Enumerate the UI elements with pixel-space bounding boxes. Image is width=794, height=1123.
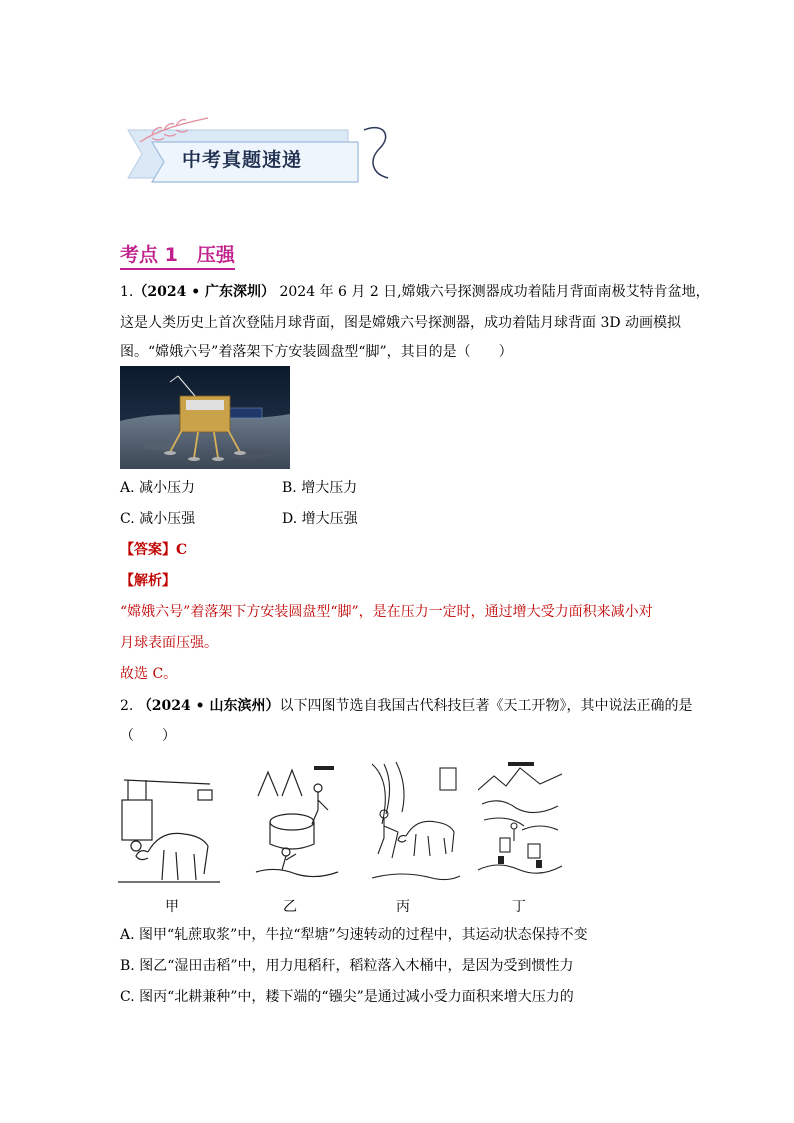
caption-yi: 乙 — [283, 899, 297, 915]
q1-option-a: A. 减小压力 — [120, 480, 196, 496]
q1-analysis-line1: “嫦娥六号”着落架下方安装圆盘型“脚”，是在压力一定时，通过增大受力面积来减小对 — [120, 604, 653, 620]
q2-option-b: B. 图乙“湿田击稻”中，用力甩稻秆，稻粒落入木桶中，是因为受到惯性力 — [120, 958, 574, 974]
q2-number: 2. — [120, 698, 134, 714]
q2-line1 — [120, 696, 692, 716]
q2-source: （2024 • 山东滨州） — [137, 698, 280, 714]
q2-option-c: C. 图丙“北耕兼种”中，耧下端的“镪尖”是通过减小受力面积来增大压力的 — [120, 989, 574, 1005]
caption-bing: 丙 — [396, 899, 410, 915]
q2-option-a: A. 图甲“轧蔗取浆”中，牛拉“犁塘”匀速转动的过程中，其运动状态保持不变 — [120, 927, 588, 943]
lander-photo — [120, 366, 290, 469]
q1-analysis-label: 【解析】 — [120, 573, 176, 589]
caption-jia: 甲 — [165, 899, 179, 915]
caption-ding: 丁 — [512, 899, 526, 915]
figure-bing — [370, 760, 462, 885]
figure-yi — [252, 760, 342, 885]
q1-text-2: 这是人类历史上首次登陆月球背面，图是嫦娥六号探测器，成功着陆月球背面 3D 动画模拟 — [120, 315, 682, 331]
q1-number: 1. — [120, 284, 134, 300]
figure-ding — [478, 760, 562, 885]
q1-analysis-line2: 月球表面压强。 — [120, 635, 218, 651]
q1-text-3: 图。“嫦娥六号”着落架下方安装圆盘型“脚”，其目的是（ ） — [120, 344, 513, 360]
section-title: 考点 1 压强 — [120, 240, 235, 270]
figure-jia — [118, 760, 220, 885]
q1-option-d: D. 增大压强 — [282, 511, 358, 527]
q1-conclusion: 故选 C。 — [120, 666, 178, 682]
q1-answer: 【答案】C — [120, 542, 188, 558]
q2-text-2: （ ） — [120, 728, 176, 744]
q2-text-1: 以下四图节选自我国古代科技巨著《天工开物》，其中说法正确的是 — [279, 698, 693, 714]
q1-line1 — [120, 282, 710, 302]
q1-source: （2024 • 广东深圳） — [133, 284, 276, 300]
q1-option-b: B. 增大压力 — [282, 480, 358, 496]
q1-option-c: C. 减小压强 — [120, 511, 196, 527]
banner-title: 中考真题速递 — [182, 149, 303, 171]
q1-text-1: 2024 年 6 月 2 日,嫦娥六号探测器成功着陆月背面南极艾特肯盆地， — [279, 284, 710, 300]
